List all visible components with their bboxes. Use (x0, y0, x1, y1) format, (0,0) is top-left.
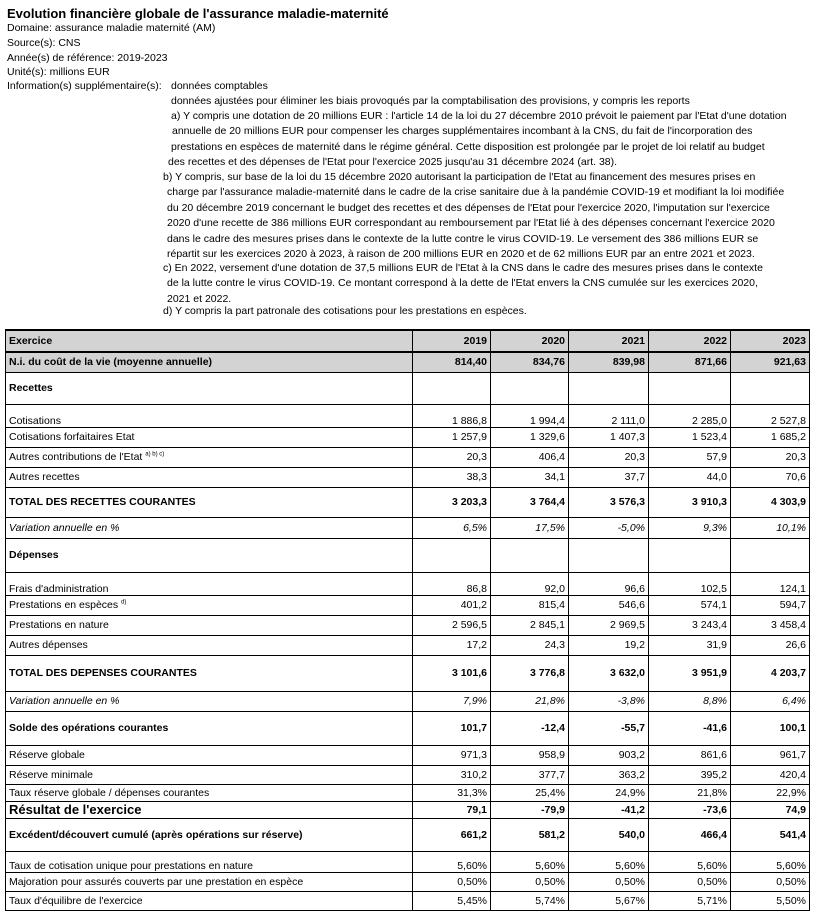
unit-line: Unité(s): millions EUR (7, 66, 110, 78)
cell: 0,50% (649, 872, 731, 891)
cell: -41,6 (649, 711, 731, 745)
cell: 22,9% (731, 784, 810, 801)
row-label: Dépenses (6, 538, 413, 572)
cell: 44,0 (649, 467, 731, 487)
cell: 2 969,5 (569, 615, 649, 635)
cell (491, 372, 569, 404)
cell: 581,2 (491, 818, 569, 851)
header-year: 2020 (491, 330, 569, 352)
cell: -73,6 (649, 801, 731, 818)
table-row (6, 711, 810, 745)
cell: 420,4 (731, 765, 810, 784)
years-line: Année(s) de référence: 2019-2023 (7, 52, 168, 64)
cell: 839,98 (569, 352, 649, 372)
cell: 79,1 (413, 801, 491, 818)
table-row (6, 404, 810, 427)
cell: 7,9% (413, 691, 491, 711)
table-row (6, 467, 810, 487)
table-row (6, 765, 810, 784)
row-label: Autres dépenses (6, 635, 413, 655)
cell: 5,71% (649, 891, 731, 910)
table-row (6, 872, 810, 891)
cell: 5,74% (491, 891, 569, 910)
cell: 20,3 (569, 447, 649, 467)
cell: 1 523,4 (649, 427, 731, 447)
cell: 6,4% (731, 691, 810, 711)
cell: 20,3 (413, 447, 491, 467)
cell: 21,8% (649, 784, 731, 801)
cell (649, 372, 731, 404)
note-intro: données ajustées pour éliminer les biais provoqués par la comptabilisation des provisions, y compris les reports (171, 95, 690, 107)
cell: 101,7 (413, 711, 491, 745)
cell: 814,40 (413, 352, 491, 372)
note-d: d) Y compris la part patronale des cotisations pour les prestations en espèces. (163, 305, 527, 317)
cell: 2 527,8 (731, 404, 810, 427)
cell: 815,4 (491, 595, 569, 615)
cell: -12,4 (491, 711, 569, 745)
table-row (6, 447, 810, 467)
header-year: 2023 (731, 330, 810, 352)
cell (413, 538, 491, 572)
row-label: Variation annuelle en % (6, 517, 413, 538)
note-c: c) En 2022, versement d'une dotation de 37,5 millions EUR de l'Etat à la CNS dans le cadre des mesures prises dans le contexte de la lutte contre le virus COVID-19. Ce montant correspond à la dette de l'Etat envers la CNS cumulée sur les exercices 2020, 2021 et 2022. (163, 262, 763, 305)
cell: 21,8% (491, 691, 569, 711)
footnote-ref: d) (121, 599, 127, 606)
row-label: N.i. du coût de la vie (moyenne annuelle) (6, 352, 413, 372)
table-row (6, 891, 810, 910)
cell: 871,66 (649, 352, 731, 372)
cell: 17,5% (491, 517, 569, 538)
cell: 31,3% (413, 784, 491, 801)
cell: 363,2 (569, 765, 649, 784)
cell: 37,7 (569, 467, 649, 487)
cell: 19,2 (569, 635, 649, 655)
table-row (6, 801, 810, 818)
table-row (6, 655, 810, 691)
cell: 546,6 (569, 595, 649, 615)
row-label: Réserve globale (6, 745, 413, 765)
row-label: Variation annuelle en % (6, 691, 413, 711)
cell: 466,4 (649, 818, 731, 851)
cell (731, 372, 810, 404)
row-label: Recettes (6, 372, 413, 404)
table-row (6, 851, 810, 872)
cell: 70,6 (731, 467, 810, 487)
footnote-ref: a) b) c) (145, 451, 165, 458)
cell: 92,0 (491, 572, 569, 595)
cell: 3 764,4 (491, 487, 569, 517)
row-label: Taux réserve globale / dépenses courantes (6, 784, 413, 801)
table-row (6, 818, 810, 851)
table-row (6, 635, 810, 655)
page-title: Evolution financière globale de l'assurance maladie-maternité (7, 6, 389, 21)
cell: 10,1% (731, 517, 810, 538)
cell: 74,9 (731, 801, 810, 818)
cell: 958,9 (491, 745, 569, 765)
row-label: Majoration pour assurés couverts par une prestation en espèce (6, 872, 413, 891)
cell: 26,6 (731, 635, 810, 655)
cell: 5,67% (569, 891, 649, 910)
source-line: Source(s): CNS (7, 37, 81, 49)
cell: 406,4 (491, 447, 569, 467)
cell: 861,6 (649, 745, 731, 765)
row-label: Taux de cotisation unique pour prestations en nature (6, 851, 413, 872)
cell: 834,76 (491, 352, 569, 372)
cell: 1 329,6 (491, 427, 569, 447)
cell: 3 576,3 (569, 487, 649, 517)
cell: 25,4% (491, 784, 569, 801)
table-row (6, 487, 810, 517)
note-a: a) Y compris une dotation de 20 millions EUR : l'article 14 de la loi du 27 décembre 2010 prévoit le paiement par l'Etat d'une dotation annuelle de 20 millions EUR pour compenser les charges supplémentaires incombant à la CNS, du fait de l'incorporation des prestations en espèces de maternité dans le régime général. Cette disposition est prolongée par le projet de loi relatif au budget des recettes et des dépenses de l'Etat pour l'exercice 2025 jusqu'au 31 décembre 2024 (art. 38). (168, 110, 787, 169)
cell: 3 203,3 (413, 487, 491, 517)
cell: 0,50% (413, 872, 491, 891)
cell: 6,5% (413, 517, 491, 538)
header-label: Exercice (6, 330, 413, 352)
table-row (6, 615, 810, 635)
cell: 971,3 (413, 745, 491, 765)
table-row (6, 691, 810, 711)
cell: -3,8% (569, 691, 649, 711)
cell: 96,6 (569, 572, 649, 595)
cell: 24,9% (569, 784, 649, 801)
cell: 3 951,9 (649, 655, 731, 691)
header-year: 2021 (569, 330, 649, 352)
table-header-row (6, 330, 810, 352)
cell: 1 886,8 (413, 404, 491, 427)
cell (569, 538, 649, 572)
cell (491, 538, 569, 572)
cell: 86,8 (413, 572, 491, 595)
row-label: Excédent/découvert cumulé (après opérations sur réserve) (6, 818, 413, 851)
row-label: TOTAL DES DEPENSES COURANTES (6, 655, 413, 691)
cell (731, 538, 810, 572)
table-row (6, 572, 810, 595)
table-row (6, 427, 810, 447)
cell: 34,1 (491, 467, 569, 487)
row-label: Autres contributions de l'Etat $^{a) b) c)}$ (6, 447, 413, 467)
table-row (6, 538, 810, 572)
cell: 3 910,3 (649, 487, 731, 517)
cell: 574,1 (649, 595, 731, 615)
cell: 377,7 (491, 765, 569, 784)
cell: 661,2 (413, 818, 491, 851)
cell: 3 632,0 (569, 655, 649, 691)
row-label: TOTAL DES RECETTES COURANTES (6, 487, 413, 517)
cell: 5,60% (491, 851, 569, 872)
cell: 1 407,3 (569, 427, 649, 447)
cell (569, 372, 649, 404)
cell: 3 243,4 (649, 615, 731, 635)
cell: 3 776,8 (491, 655, 569, 691)
cell: 1 994,4 (491, 404, 569, 427)
row-label: Taux d'équilibre de l'exercice (6, 891, 413, 910)
cell: 0,50% (491, 872, 569, 891)
row-label: Cotisations forfaitaires Etat (6, 427, 413, 447)
cell: 2 111,0 (569, 404, 649, 427)
table-row (6, 372, 810, 404)
cell: 401,2 (413, 595, 491, 615)
cell: 310,2 (413, 765, 491, 784)
row-label: Prestations en espèces $^{d)}$ (6, 595, 413, 615)
finance-table (5, 329, 810, 911)
table-row (6, 352, 810, 372)
table-row (6, 517, 810, 538)
cell: 2 845,1 (491, 615, 569, 635)
cell: 540,0 (569, 818, 649, 851)
header-year: 2019 (413, 330, 491, 352)
cell: 4 303,9 (731, 487, 810, 517)
table-row (6, 745, 810, 765)
row-label: Résultat de l'exercice (6, 801, 413, 818)
cell: 5,60% (649, 851, 731, 872)
header-year: 2022 (649, 330, 731, 352)
cell: -5,0% (569, 517, 649, 538)
domain-line: Domaine: assurance maladie maternité (AM) (7, 22, 216, 34)
cell: -41,2 (569, 801, 649, 818)
cell: -55,7 (569, 711, 649, 745)
cell: 4 203,7 (731, 655, 810, 691)
table-row (6, 595, 810, 615)
cell: 20,3 (731, 447, 810, 467)
cell: -79,9 (491, 801, 569, 818)
table-row (6, 784, 810, 801)
cell: 0,50% (731, 872, 810, 891)
cell: 594,7 (731, 595, 810, 615)
cell: 5,45% (413, 891, 491, 910)
cell: 100,1 (731, 711, 810, 745)
row-label: Frais d'administration (6, 572, 413, 595)
note-b: b) Y compris, sur base de la loi du 15 décembre 2020 autorisant la participation de l'Etat au financement des mesures prises en charge par l'assurance maladie-maternité dans le cadre de la crise sanitaire due à la pandémie COVID-19 et modifiant la loi modifiée du 20 décembre 2019 concernant le budget des recettes et des dépenses de l'Etat pour l'exercice 2020, l'imputation sur l'exercice 2020 d'une recette de 386 millions EUR correspondant au remboursement par l'Etat lié à des dépenses concernant l'exercice 2020 dans le cadre des mesures prises dans le contexte de la lutte contre le virus COVID-19. Le versement des 386 millions EUR se répartit sur les exercices 2020 à 2023, à raison de 200 millions EUR en 2020 et de 62 millions EUR par an entre 2021 et 2023. (163, 171, 785, 261)
cell: 3 101,6 (413, 655, 491, 691)
supp-info-first: données comptables (171, 80, 268, 92)
cell: 57,9 (649, 447, 731, 467)
cell: 0,50% (569, 872, 649, 891)
cell: 903,2 (569, 745, 649, 765)
cell: 541,4 (731, 818, 810, 851)
cell: 2 285,0 (649, 404, 731, 427)
cell: 5,50% (731, 891, 810, 910)
cell: 102,5 (649, 572, 731, 595)
row-label: Prestations en nature (6, 615, 413, 635)
cell (649, 538, 731, 572)
row-label: Cotisations (6, 404, 413, 427)
cell: 5,60% (569, 851, 649, 872)
cell: 17,2 (413, 635, 491, 655)
cell: 1 685,2 (731, 427, 810, 447)
supp-info-label: Information(s) supplémentaire(s): (7, 80, 162, 92)
cell: 9,3% (649, 517, 731, 538)
cell: 961,7 (731, 745, 810, 765)
cell: 921,63 (731, 352, 810, 372)
row-label: Autres recettes (6, 467, 413, 487)
cell: 1 257,9 (413, 427, 491, 447)
cell: 395,2 (649, 765, 731, 784)
cell (413, 372, 491, 404)
row-label: Réserve minimale (6, 765, 413, 784)
cell: 5,60% (731, 851, 810, 872)
cell: 31,9 (649, 635, 731, 655)
cell: 2 596,5 (413, 615, 491, 635)
cell: 124,1 (731, 572, 810, 595)
cell: 8,8% (649, 691, 731, 711)
cell: 3 458,4 (731, 615, 810, 635)
row-label: Solde des opérations courantes (6, 711, 413, 745)
cell: 5,60% (413, 851, 491, 872)
cell: 24,3 (491, 635, 569, 655)
cell: 38,3 (413, 467, 491, 487)
